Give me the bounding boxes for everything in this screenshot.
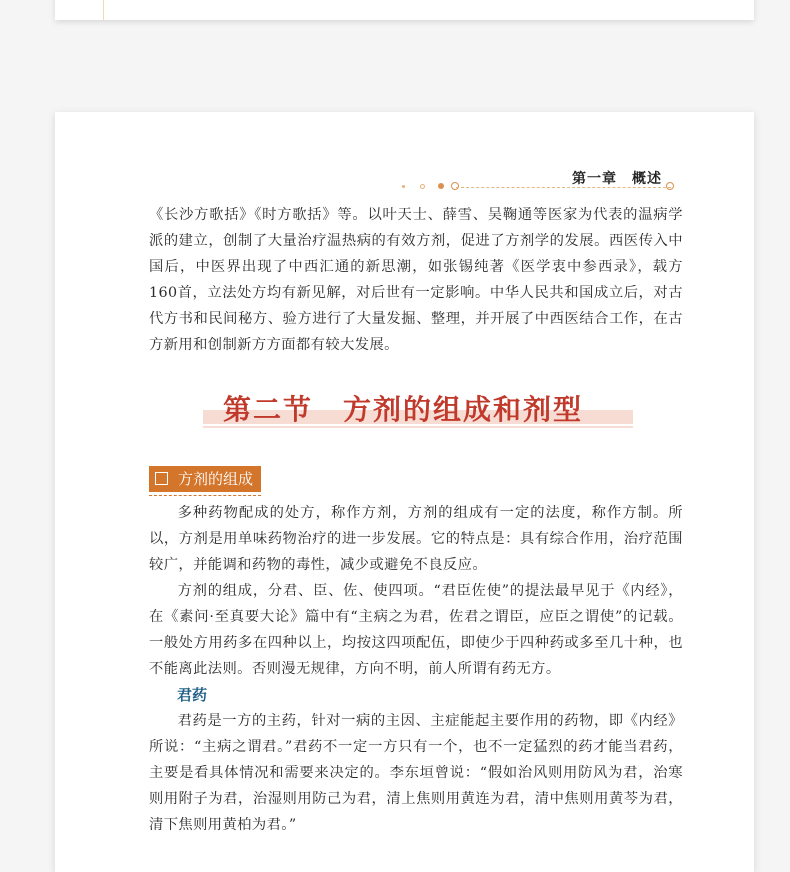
previous-page-edge: [55, 0, 754, 20]
chapter-heading: 第一章 概述: [572, 171, 662, 187]
book-page: [55, 112, 754, 872]
subsection-title: 方剂的组成: [178, 470, 254, 488]
ornament-dot: [666, 182, 674, 190]
body-paragraph: 方剂的组成，分君、臣、佐、使四项。“君臣佐使”的提法最早见于《内经》，在《素问·至真要大论》篇中有“主病之为君，佐君之谓臣，应臣之谓使”的记载。一般处方用药多在四种以上，均按这四项配伍，即使少于四种药或多至几十种，也不能离此法则。否则漫无规律，方向不明，前人所谓有药无方。: [149, 583, 683, 677]
term-paragraph: 君药是一方的主药，针对一病的主因、主症能起主要作用的药物，即《内经》所说：“主病之谓君。”君药不一定一方只有一个，也不一定猛烈的药才能当君药，主要是看具体情况和需要来决定的。李东垣曾说：“假如治风则用防风为君，治寒则用附子为君，治湿则用防己为君，清上焦则用黄连为君，清中焦则用黄芩为君，清下焦则用黄柏为君。”: [149, 713, 683, 833]
subsection-dashed-underline: [149, 495, 261, 496]
subsection-heading: [149, 466, 261, 492]
ornament-dot: [420, 184, 425, 189]
ornament-dot: [402, 185, 405, 188]
section-title-block: [149, 380, 683, 444]
ornament-dot: [438, 183, 444, 189]
margin-rule: [103, 0, 104, 20]
intro-paragraph: 《长沙方歌括》《时方歌括》等。以叶天士、薛雪、吴鞠通等医家为代表的温病学派的建立，创制了大量治疗温热病的有效方剂，促进了方剂学的发展。西医传入中国后，中医界出现了中西汇通的新思潮，如张锡纯著《医学衷中参西录》，载方160首，立法处方均有新见解，对后世有一定影响。中华人民共和国成立后，对古代方书和民间秘方、验方进行了大量发掘、整理，并开展了中西医结合工作，在古方新用和创制新方方面都有较大发展。: [149, 207, 683, 353]
body-paragraph: 多种药物配成的处方，称作方剂，方剂的组成有一定的法度，称作方制。所以，方剂是用单味药物治疗的进一步发展。它的特点是：具有综合作用，治疗范围较广，并能调和药物的毒性，减少或避免不良反应。: [149, 505, 683, 573]
running-head: [55, 112, 754, 202]
term-heading: 君药: [177, 686, 208, 704]
section-title: 第二节 方剂的组成和剂型: [223, 393, 584, 426]
checkbox-square-icon: [155, 472, 168, 485]
page-content: [149, 202, 683, 838]
ornament-dot: [451, 182, 459, 190]
